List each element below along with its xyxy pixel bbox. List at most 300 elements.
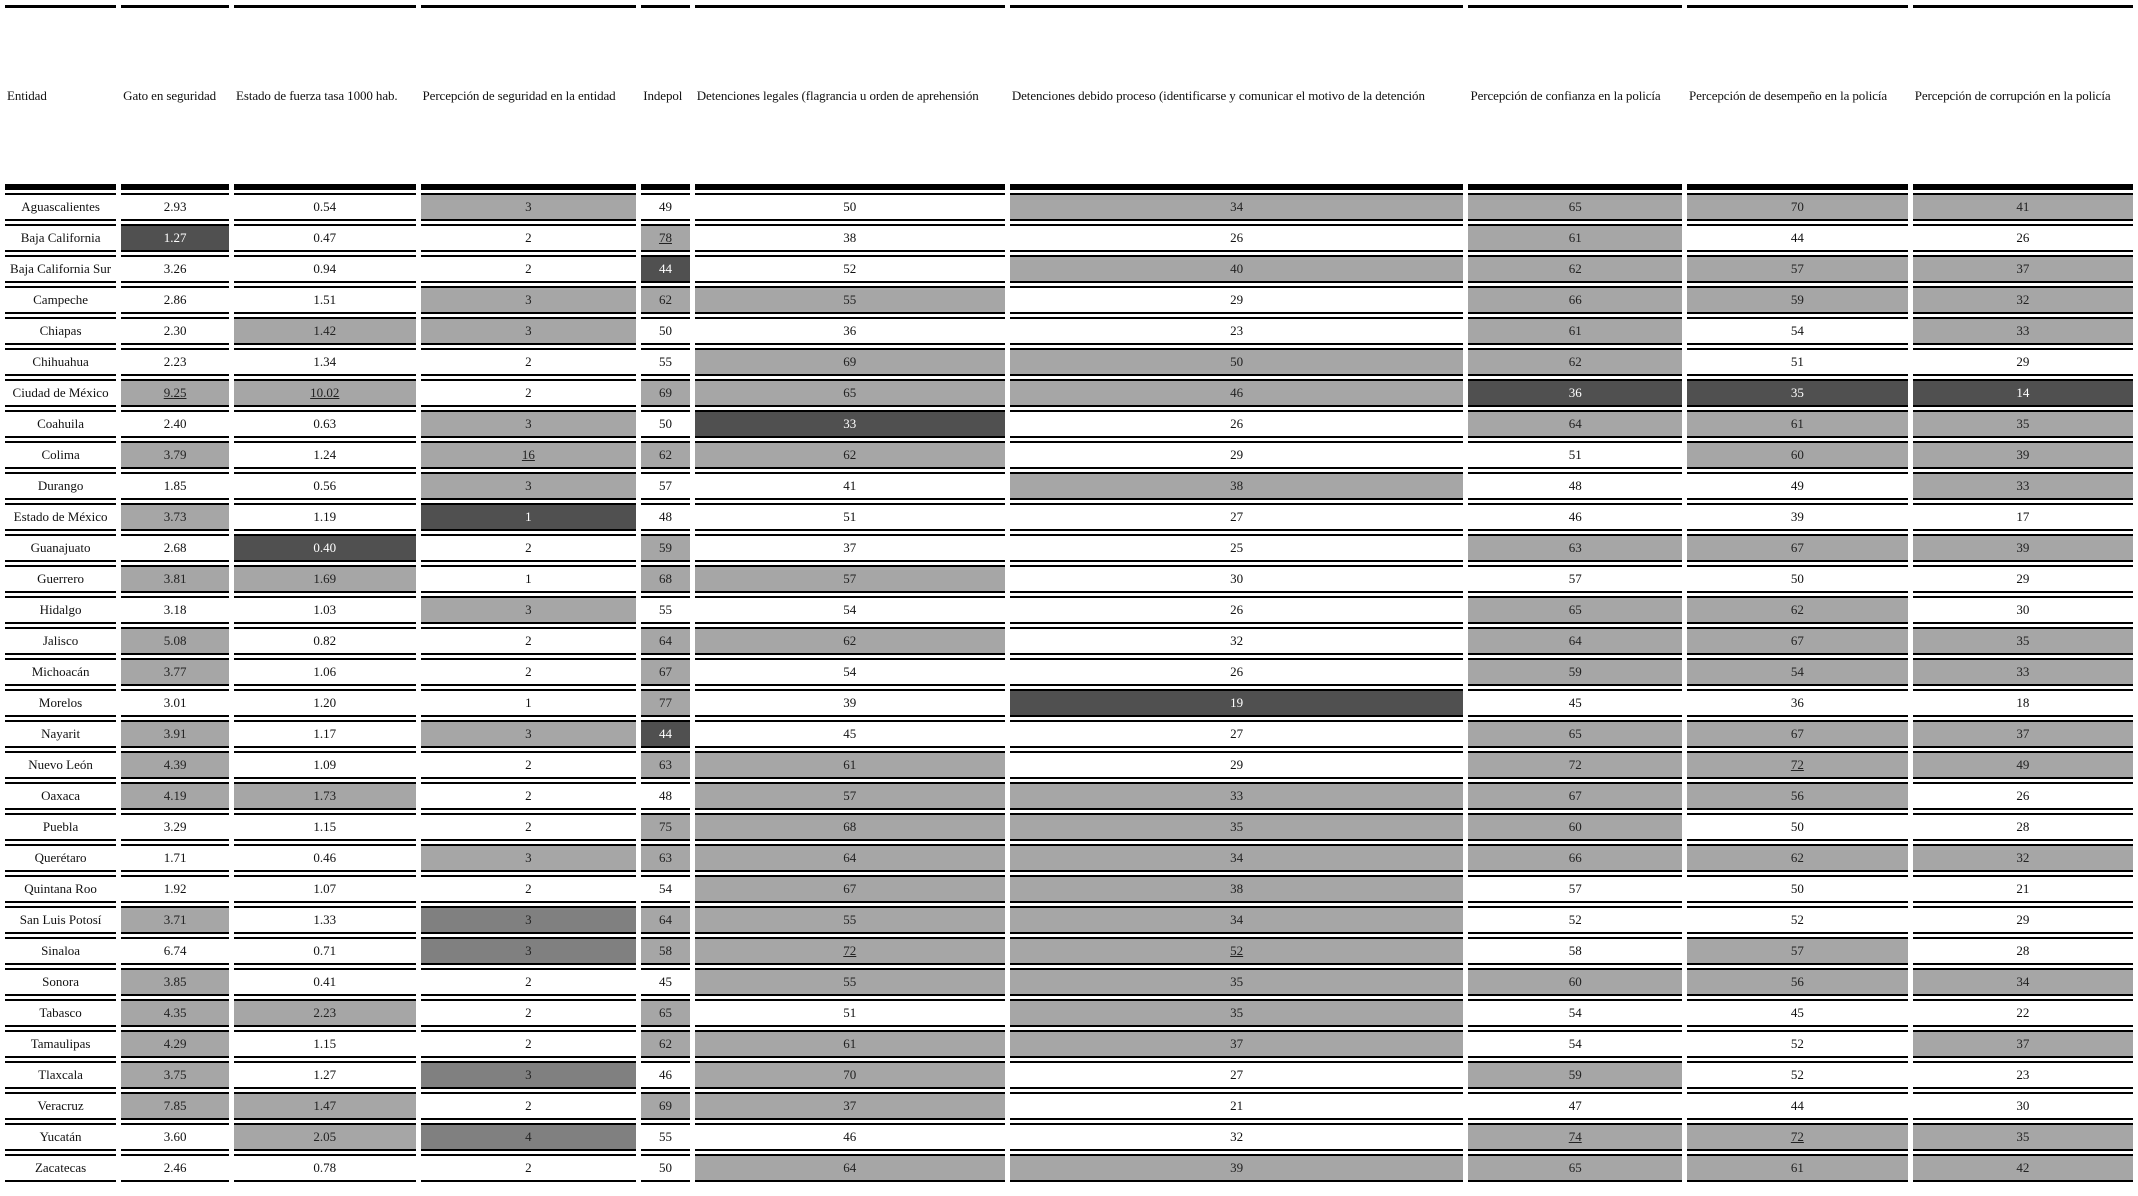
cell-percepcion-seguridad [421, 937, 637, 965]
cell-detenciones-debido-proceso [1010, 999, 1464, 1027]
cell-value: 32 [2016, 850, 2030, 865]
cell-value: 1.27 [313, 1067, 337, 1082]
cell-corrupcion-policia [1913, 627, 2133, 655]
cell-value: 1.06 [313, 664, 337, 679]
cell-value: 30 [2016, 602, 2030, 617]
cell-value: 37 [1230, 1036, 1244, 1051]
cell-detenciones-legales [695, 937, 1005, 965]
header-indepol: Indepol [641, 5, 689, 188]
table-row [5, 286, 2133, 314]
cell-value: 52 [1230, 943, 1244, 958]
cell-detenciones-debido-proceso [1010, 596, 1464, 624]
cell-percepcion-seguridad [421, 999, 637, 1027]
cell-value: 49 [658, 199, 672, 214]
cell-gasto-seguridad [121, 782, 229, 810]
cell-value: 64 [843, 1160, 857, 1175]
cell-confianza-policia [1468, 286, 1682, 314]
cell-detenciones-legales [695, 751, 1005, 779]
cell-value: 1.33 [313, 912, 337, 927]
cell-gasto-seguridad [121, 596, 229, 624]
cell-estado-fuerza [234, 472, 415, 500]
cell-value: 1.20 [313, 695, 337, 710]
cell-estado-fuerza [234, 348, 415, 376]
cell-value: 2 [525, 881, 532, 896]
cell-value: 26 [1230, 602, 1244, 617]
cell-estado-fuerza [234, 627, 415, 655]
cell-percepcion-seguridad [421, 441, 637, 469]
cell-value: 0.47 [313, 230, 337, 245]
cell-value: 0.56 [313, 478, 337, 493]
cell-confianza-policia [1468, 596, 1682, 624]
cell-value: 77 [658, 695, 672, 710]
cell-value: 34 [2016, 974, 2030, 989]
cell-value: 56 [1790, 974, 1804, 989]
cell-desempeno-policia [1687, 1154, 1908, 1182]
header-gasto-seguridad: Gato en seguridad [121, 5, 229, 188]
cell-estado-fuerza [234, 999, 415, 1027]
cell-gasto-seguridad [121, 968, 229, 996]
cell-value: 35 [2016, 633, 2030, 648]
cell-desempeno-policia [1687, 968, 1908, 996]
cell-indepol [641, 441, 689, 469]
cell-entidad: Quintana Roo [5, 875, 116, 903]
cell-detenciones-debido-proceso [1010, 844, 1464, 872]
cell-value: 2 [525, 819, 532, 834]
cell-indepol [641, 751, 689, 779]
cell-value: 0.63 [313, 416, 337, 431]
cell-value: 52 [1790, 912, 1804, 927]
cell-value: 29 [1230, 757, 1244, 772]
table-row [5, 503, 2133, 531]
cell-gasto-seguridad [121, 844, 229, 872]
table-row [5, 534, 2133, 562]
cell-value: 67 [658, 664, 672, 679]
cell-indepol [641, 255, 689, 283]
cell-entidad: San Luis Potosí [5, 906, 116, 934]
cell-confianza-policia [1468, 193, 1682, 221]
cell-value: 55 [843, 912, 857, 927]
cell-estado-fuerza [234, 441, 415, 469]
cell-corrupcion-policia [1913, 999, 2133, 1027]
cell-detenciones-debido-proceso [1010, 1030, 1464, 1058]
cell-value: 35 [1790, 385, 1804, 400]
cell-value: 54 [1790, 323, 1804, 338]
cell-value: 64 [1568, 633, 1582, 648]
cell-value: 50 [1790, 819, 1804, 834]
cell-value: 57 [1568, 571, 1582, 586]
cell-corrupcion-policia [1913, 813, 2133, 841]
cell-value: 1.71 [163, 850, 187, 865]
cell-desempeno-policia [1687, 441, 1908, 469]
cell-value: 44 [658, 261, 672, 276]
cell-value: 37 [2016, 1036, 2030, 1051]
cell-corrupcion-policia [1913, 1123, 2133, 1151]
cell-value: 4.39 [163, 757, 187, 772]
cell-gasto-seguridad [121, 627, 229, 655]
cell-estado-fuerza [234, 1123, 415, 1151]
cell-gasto-seguridad [121, 534, 229, 562]
cell-indepol [641, 1123, 689, 1151]
cell-value: 62 [1790, 850, 1804, 865]
cell-value: 3 [525, 912, 532, 927]
cell-corrupcion-policia [1913, 410, 2133, 438]
cell-value: 61 [843, 1036, 857, 1051]
cell-value: 7.85 [163, 1098, 187, 1113]
cell-value: 48 [1568, 478, 1582, 493]
cell-confianza-policia [1468, 1030, 1682, 1058]
cell-confianza-policia [1468, 348, 1682, 376]
cell-value: 59 [1568, 664, 1582, 679]
cell-value: 64 [843, 850, 857, 865]
cell-percepcion-seguridad [421, 193, 637, 221]
cell-value: 2.40 [163, 416, 187, 431]
cell-value: 57 [843, 571, 857, 586]
cell-corrupcion-policia [1913, 193, 2133, 221]
cell-estado-fuerza [234, 968, 415, 996]
cell-value: 36 [1790, 695, 1804, 710]
cell-value: 59 [658, 540, 672, 555]
cell-confianza-policia [1468, 379, 1682, 407]
cell-value: 0.41 [313, 974, 337, 989]
table-row [5, 937, 2133, 965]
table-row [5, 999, 2133, 1027]
cell-value: 58 [658, 943, 672, 958]
cell-value: 1.17 [313, 726, 337, 741]
cell-percepcion-seguridad [421, 286, 637, 314]
cell-value: 65 [1568, 1160, 1582, 1175]
cell-value: 78 [658, 230, 672, 245]
table-row [5, 1154, 2133, 1182]
cell-confianza-policia [1468, 906, 1682, 934]
cell-value: 9.25 [163, 385, 187, 400]
cell-confianza-policia [1468, 689, 1682, 717]
header-corrupcion-policia: Percepción de corrupción en la policía [1913, 5, 2133, 188]
header-entidad: Entidad [5, 5, 116, 188]
cell-indepol [641, 968, 689, 996]
cell-value: 62 [1568, 354, 1582, 369]
cell-value: 29 [2016, 354, 2030, 369]
cell-confianza-policia [1468, 503, 1682, 531]
cell-percepcion-seguridad [421, 317, 637, 345]
cell-detenciones-legales [695, 441, 1005, 469]
cell-estado-fuerza [234, 906, 415, 934]
cell-value: 2.23 [313, 1005, 337, 1020]
cell-corrupcion-policia [1913, 906, 2133, 934]
cell-indepol [641, 596, 689, 624]
cell-value: 26 [1230, 416, 1244, 431]
cell-estado-fuerza [234, 937, 415, 965]
cell-value: 3.73 [163, 509, 187, 524]
cell-corrupcion-policia [1913, 286, 2133, 314]
cell-value: 2.93 [163, 199, 187, 214]
cell-entidad: Yucatán [5, 1123, 116, 1151]
cell-value: 3.81 [163, 571, 187, 586]
cell-value: 29 [1230, 292, 1244, 307]
cell-value: 23 [1230, 323, 1244, 338]
cell-confianza-policia [1468, 782, 1682, 810]
cell-gasto-seguridad [121, 1061, 229, 1089]
cell-value: 2.68 [163, 540, 187, 555]
cell-value: 2 [525, 1160, 532, 1175]
cell-detenciones-legales [695, 658, 1005, 686]
cell-value: 1.19 [313, 509, 337, 524]
cell-value: 39 [843, 695, 857, 710]
cell-value: 35 [1230, 1005, 1244, 1020]
cell-percepcion-seguridad [421, 720, 637, 748]
cell-value: 48 [658, 788, 672, 803]
cell-value: 69 [658, 1098, 672, 1113]
cell-indepol [641, 410, 689, 438]
cell-value: 4 [525, 1129, 532, 1144]
table-row [5, 596, 2133, 624]
cell-detenciones-legales [695, 968, 1005, 996]
cell-value: 16 [521, 447, 535, 462]
cell-value: 35 [1230, 819, 1244, 834]
cell-value: 1 [525, 509, 532, 524]
cell-value: 1.51 [313, 292, 337, 307]
cell-detenciones-debido-proceso [1010, 1092, 1464, 1120]
cell-estado-fuerza [234, 224, 415, 252]
cell-gasto-seguridad [121, 1092, 229, 1120]
cell-value: 39 [2016, 447, 2030, 462]
cell-corrupcion-policia [1913, 968, 2133, 996]
cell-percepcion-seguridad [421, 1154, 637, 1182]
header-desempeno-policia: Percepción de desempeño en la policía [1687, 5, 1908, 188]
cell-indepol [641, 1154, 689, 1182]
cell-value: 37 [2016, 261, 2030, 276]
cell-detenciones-debido-proceso [1010, 751, 1464, 779]
cell-percepcion-seguridad [421, 565, 637, 593]
cell-estado-fuerza [234, 844, 415, 872]
cell-desempeno-policia [1687, 1092, 1908, 1120]
cell-value: 46 [1230, 385, 1244, 400]
cell-value: 40 [1230, 261, 1244, 276]
cell-value: 42 [2016, 1160, 2030, 1175]
cell-entidad: Baja California [5, 224, 116, 252]
cell-percepcion-seguridad [421, 627, 637, 655]
table-row [5, 410, 2133, 438]
cell-corrupcion-policia [1913, 441, 2133, 469]
table-body [5, 188, 2133, 1182]
cell-value: 19 [1230, 695, 1244, 710]
cell-detenciones-legales [695, 1061, 1005, 1089]
cell-value: 21 [1230, 1098, 1244, 1113]
cell-estado-fuerza [234, 596, 415, 624]
cell-gasto-seguridad [121, 813, 229, 841]
cell-entidad: Sinaloa [5, 937, 116, 965]
cell-value: 50 [843, 199, 857, 214]
cell-desempeno-policia [1687, 844, 1908, 872]
cell-gasto-seguridad [121, 689, 229, 717]
cell-confianza-policia [1468, 751, 1682, 779]
cell-value: 2.05 [313, 1129, 337, 1144]
cell-value: 14 [2016, 385, 2030, 400]
cell-corrupcion-policia [1913, 224, 2133, 252]
table-row [5, 255, 2133, 283]
cell-desempeno-policia [1687, 379, 1908, 407]
cell-gasto-seguridad [121, 1123, 229, 1151]
cell-confianza-policia [1468, 813, 1682, 841]
security-indicators-table [0, 5, 2138, 1182]
cell-detenciones-debido-proceso [1010, 503, 1464, 531]
cell-indepol [641, 503, 689, 531]
table-row [5, 689, 2133, 717]
cell-detenciones-legales [695, 255, 1005, 283]
cell-value: 62 [1568, 261, 1582, 276]
cell-confianza-policia [1468, 844, 1682, 872]
cell-indepol [641, 689, 689, 717]
cell-value: 3.75 [163, 1067, 187, 1082]
cell-value: 0.82 [313, 633, 337, 648]
cell-value: 3.60 [163, 1129, 187, 1144]
cell-value: 50 [1790, 571, 1804, 586]
cell-value: 25 [1230, 540, 1244, 555]
cell-desempeno-policia [1687, 503, 1908, 531]
cell-value: 2 [525, 1036, 532, 1051]
cell-confianza-policia [1468, 968, 1682, 996]
cell-value: 3 [525, 199, 532, 214]
cell-gasto-seguridad [121, 193, 229, 221]
cell-corrupcion-policia [1913, 782, 2133, 810]
cell-detenciones-legales [695, 472, 1005, 500]
cell-indepol [641, 1061, 689, 1089]
table-row [5, 1092, 2133, 1120]
cell-estado-fuerza [234, 565, 415, 593]
cell-value: 3 [525, 416, 532, 431]
cell-estado-fuerza [234, 1061, 415, 1089]
cell-value: 32 [1230, 1129, 1244, 1144]
cell-value: 0.94 [313, 261, 337, 276]
cell-detenciones-legales [695, 1154, 1005, 1182]
cell-desempeno-policia [1687, 1030, 1908, 1058]
cell-value: 38 [843, 230, 857, 245]
cell-value: 62 [1790, 602, 1804, 617]
cell-indepol [641, 844, 689, 872]
cell-value: 1.42 [313, 323, 337, 338]
cell-value: 57 [1790, 943, 1804, 958]
cell-value: 61 [1790, 1160, 1804, 1175]
cell-value: 49 [2016, 757, 2030, 772]
cell-gasto-seguridad [121, 410, 229, 438]
cell-value: 62 [658, 1036, 672, 1051]
cell-indepol [641, 534, 689, 562]
cell-value: 33 [2016, 478, 2030, 493]
cell-percepcion-seguridad [421, 379, 637, 407]
cell-gasto-seguridad [121, 472, 229, 500]
table-row [5, 224, 2133, 252]
cell-value: 27 [1230, 1067, 1244, 1082]
cell-detenciones-legales [695, 627, 1005, 655]
data-table-container [5, 5, 2138, 1182]
cell-entidad: Tamaulipas [5, 1030, 116, 1058]
cell-value: 44 [658, 726, 672, 741]
cell-indepol [641, 720, 689, 748]
cell-confianza-policia [1468, 255, 1682, 283]
cell-percepcion-seguridad [421, 968, 637, 996]
cell-detenciones-debido-proceso [1010, 1154, 1464, 1182]
cell-value: 23 [2016, 1067, 2030, 1082]
cell-value: 30 [1230, 571, 1244, 586]
cell-value: 58 [1568, 943, 1582, 958]
cell-value: 34 [1230, 850, 1244, 865]
cell-value: 49 [1790, 478, 1804, 493]
cell-entidad: Michoacán [5, 658, 116, 686]
cell-value: 65 [1568, 726, 1582, 741]
table-row [5, 441, 2133, 469]
cell-value: 55 [843, 292, 857, 307]
cell-value: 54 [1790, 664, 1804, 679]
cell-detenciones-legales [695, 348, 1005, 376]
cell-value: 67 [843, 881, 857, 896]
cell-value: 55 [658, 354, 672, 369]
cell-value: 1.07 [313, 881, 337, 896]
table-row [5, 379, 2133, 407]
cell-indepol [641, 317, 689, 345]
cell-value: 75 [658, 819, 672, 834]
cell-value: 1.69 [313, 571, 337, 586]
cell-value: 64 [1568, 416, 1582, 431]
cell-detenciones-legales [695, 844, 1005, 872]
cell-detenciones-legales [695, 565, 1005, 593]
cell-confianza-policia [1468, 999, 1682, 1027]
cell-indepol [641, 627, 689, 655]
cell-value: 1 [525, 571, 532, 586]
cell-indepol [641, 286, 689, 314]
cell-value: 39 [1230, 1160, 1244, 1175]
cell-value: 60 [1568, 819, 1582, 834]
cell-detenciones-debido-proceso [1010, 1061, 1464, 1089]
cell-value: 1.27 [163, 230, 187, 245]
cell-estado-fuerza [234, 720, 415, 748]
cell-value: 64 [658, 633, 672, 648]
cell-detenciones-debido-proceso [1010, 317, 1464, 345]
cell-value: 29 [1230, 447, 1244, 462]
cell-corrupcion-policia [1913, 689, 2133, 717]
cell-value: 10.02 [310, 385, 340, 400]
cell-indepol [641, 782, 689, 810]
cell-percepcion-seguridad [421, 410, 637, 438]
cell-gasto-seguridad [121, 937, 229, 965]
cell-desempeno-policia [1687, 1061, 1908, 1089]
cell-value: 69 [843, 354, 857, 369]
cell-indepol [641, 193, 689, 221]
cell-value: 3.91 [163, 726, 187, 741]
cell-percepcion-seguridad [421, 751, 637, 779]
cell-value: 1 [525, 695, 532, 710]
cell-value: 29 [2016, 912, 2030, 927]
cell-value: 68 [658, 571, 672, 586]
cell-value: 72 [843, 943, 857, 958]
cell-value: 3 [525, 292, 532, 307]
cell-estado-fuerza [234, 689, 415, 717]
cell-corrupcion-policia [1913, 255, 2133, 283]
cell-corrupcion-policia [1913, 596, 2133, 624]
cell-corrupcion-policia [1913, 379, 2133, 407]
cell-desempeno-policia [1687, 224, 1908, 252]
cell-corrupcion-policia [1913, 1154, 2133, 1182]
cell-confianza-policia [1468, 224, 1682, 252]
cell-value: 34 [1230, 199, 1244, 214]
cell-value: 3.77 [163, 664, 187, 679]
cell-value: 44 [1790, 230, 1804, 245]
cell-value: 35 [1230, 974, 1244, 989]
cell-value: 66 [1568, 292, 1582, 307]
cell-desempeno-policia [1687, 627, 1908, 655]
table-row [5, 565, 2133, 593]
cell-detenciones-debido-proceso [1010, 968, 1464, 996]
cell-detenciones-debido-proceso [1010, 255, 1464, 283]
cell-entidad: Tlaxcala [5, 1061, 116, 1089]
